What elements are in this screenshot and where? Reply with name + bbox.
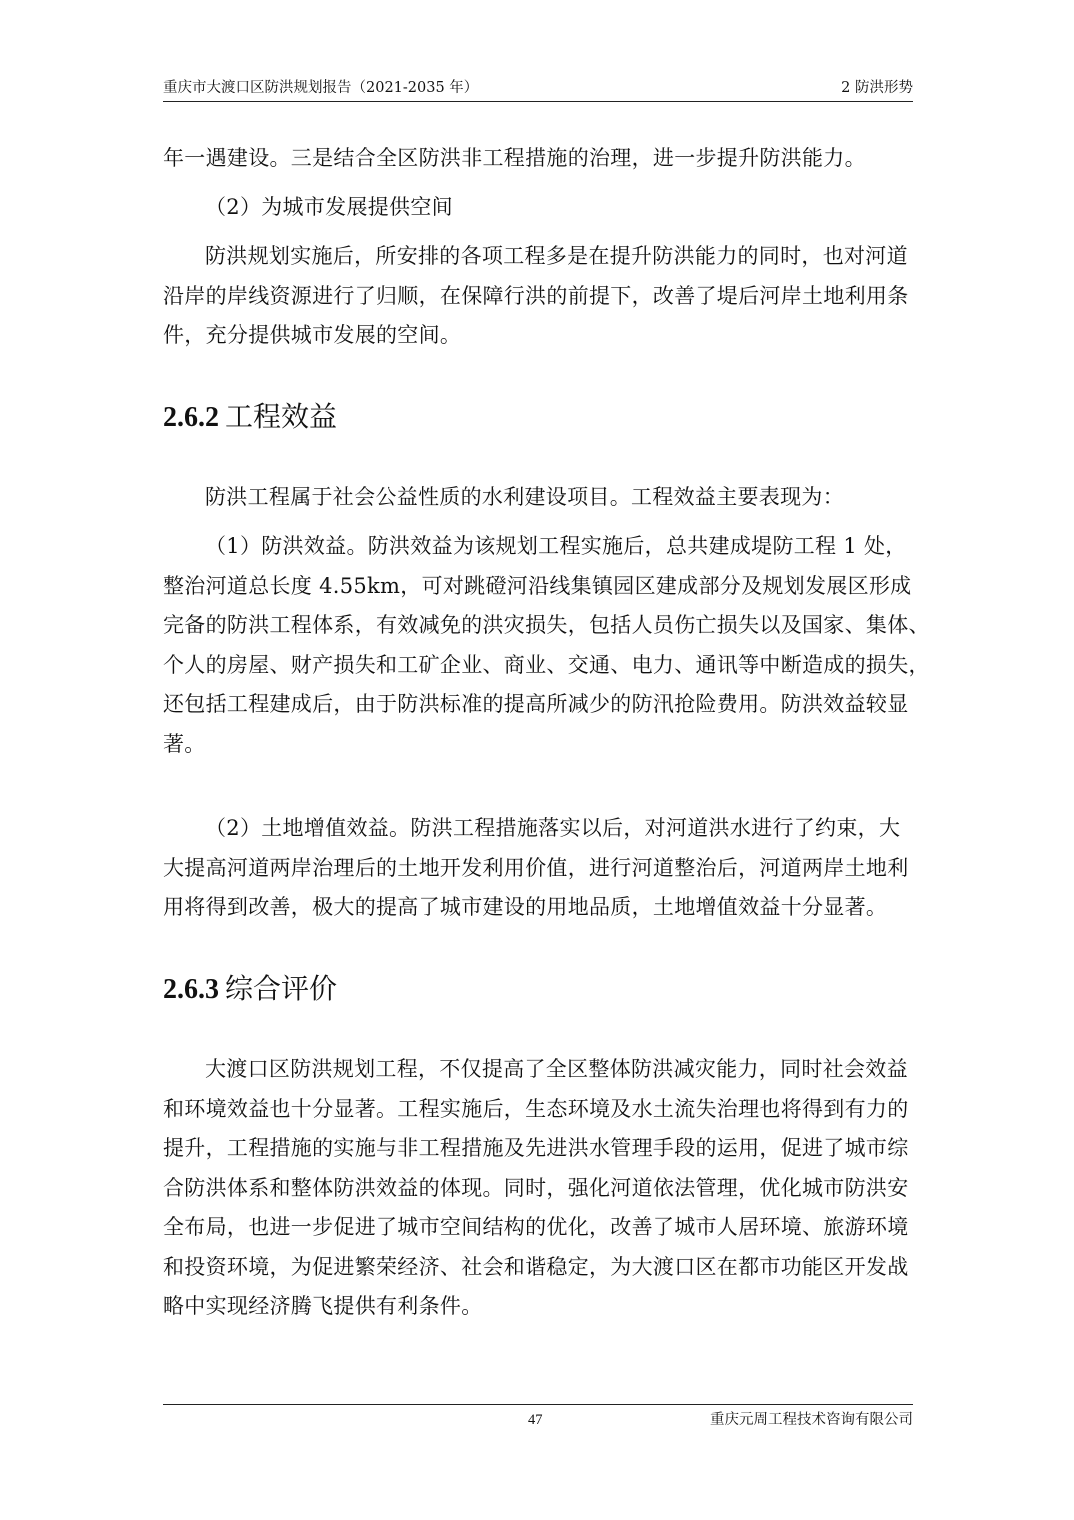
company-name: 重庆元周工程技术咨询有限公司 [710,1412,913,1428]
text-line: 全布局，也进一步促进了城市空间结构的优化，改善了城市人居环境、旅游环境 [163,1215,909,1239]
page-number: 47 [528,1412,543,1428]
text-line: 防洪规划实施后，所安排的各项工程多是在提升防洪能力的同时，也对河道 [205,244,908,268]
page-header [163,76,913,100]
paragraph-overall-evaluation [163,1050,913,1327]
text-line: 略中实现经济腾飞提供有利条件。 [163,1294,483,1318]
text-line: 和投资环境，为促进繁荣经济、社会和谐稳定，为大渡口区在都市功能区开发战 [163,1254,909,1279]
text-line: 合防洪体系和整体防洪效益的体现。同时，强化河道依法管理，优化城市防洪安 [163,1175,909,1200]
text-line: 和环境效益也十分显著。工程实施后，生态环境及水土流失治理也将得到有力的 [163,1096,909,1121]
section-title: 工程效益 [225,400,338,433]
chapter-label: 2 防洪形势 [841,80,913,96]
text-line: （1）防洪效益。防洪效益为该规划工程实施后，总共建成堤防工程 1 处， [205,534,907,558]
paragraph-benefit-intro [163,478,913,518]
text-line: 防洪工程属于社会公益性质的水利建设项目。工程效益主要表现为： [205,485,844,509]
text-line: 著。 [163,731,206,756]
text-line: 用将得到改善，极大的提高了城市建设的用地品质，土地增值效益十分显著。 [163,895,888,919]
footer-divider [163,1404,913,1405]
subheading-urban-space [205,188,913,228]
paragraph-land-value-benefit [163,809,913,928]
text-line: 个人的房屋、财产损失和工矿企业、商业、交通、电力、通讯等中断造成的损失， [163,652,930,677]
section-heading-2-6-3 [163,969,337,1010]
text-line: 大提高河道两岸治理后的土地开发利用价值，进行河道整治后，河道两岸土地利 [163,855,909,880]
text-line: （2）土地增值效益。防洪工程措施落实以后，对河道洪水进行了约束，大 [205,816,901,840]
text-line: 提升，工程措施的实施与非工程措施及先进洪水管理手段的运用，促进了城市综 [163,1136,909,1160]
text-line: 还包括工程建成后，由于防洪标准的提高所减少的防汛抢险费用。防洪效益较显 [163,692,909,716]
section-number: 2.6.2 [163,402,219,433]
section-number: 2.6.3 [163,974,219,1005]
text-line: （2）为城市发展提供空间 [205,195,453,219]
section-title: 综合评价 [225,972,338,1005]
page-footer [163,1408,913,1432]
text-line: 大渡口区防洪规划工程，不仅提高了全区整体防洪减灾能力，同时社会效益 [205,1057,908,1081]
text-line: 年一遇建设。三是结合全区防洪非工程措施的治理，进一步提升防洪能力。 [163,146,866,170]
header-divider [163,101,913,102]
paragraph-urban-space [163,237,913,356]
paragraph-flood-benefit [163,527,930,764]
text-line: 完备的防洪工程体系，有效减免的洪灾损失，包括人员伤亡损失以及国家、集体、 [163,613,930,637]
text-line: 件，充分提供城市发展的空间。 [163,323,462,347]
paragraph-continued [163,139,913,179]
section-heading-2-6-2 [163,397,337,438]
report-title: 重庆市大渡口区防洪规划报告（2021-2035 年） [163,80,479,96]
text-line: 整治河道总长度 4.55km，可对跳磴河沿线集镇园区建成部分及规划发展区形成 [163,573,912,598]
text-line: 沿岸的岸线资源进行了归顺，在保障行洪的前提下，改善了堤后河岸土地利用条 [163,283,909,308]
